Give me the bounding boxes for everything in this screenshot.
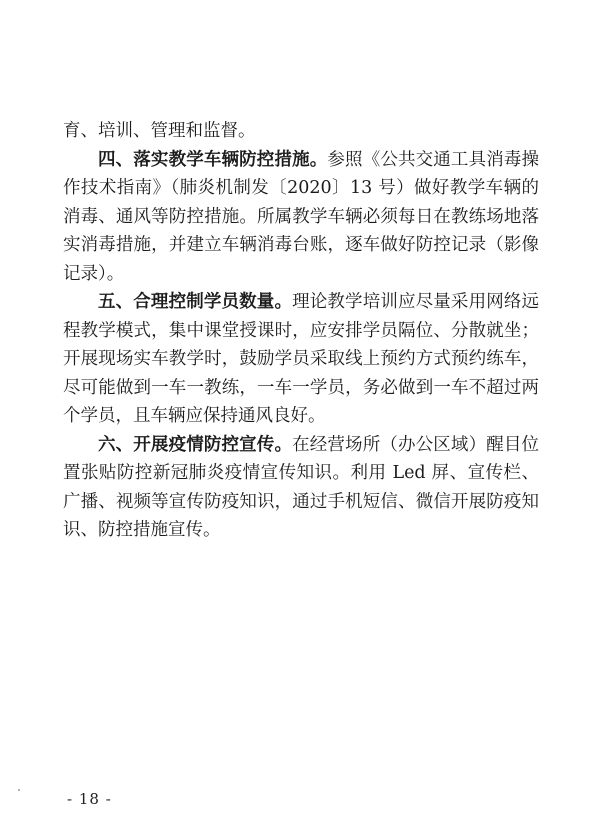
scan-artifact-speck [18,789,20,791]
page-number: - 18 - [67,790,112,808]
paragraph-continuation [63,117,539,146]
paragraph-text: 在经营场所（办公区域）醒目位置张贴防控新冠肺炎疫情宣传知识。利用 Led 屏、宣传栏、广播、视频等宣传防疫知识，通过手机短信、微信开展防疫知识、防控措施宣传。 [63,434,540,540]
paragraph-text: 理论教学培训应尽量采用网络远程教学模式，集中课堂授课时，应安排学员隔位、分散就坐；开展现场实车教学时，鼓励学员采取线上预约方式预约练车，尽可能做到一车一教练，一车一学员，务必做到一车不超过两个学员，且车辆应保持通风良好。 [63,292,540,426]
paragraph-section-6 [63,431,539,545]
paragraph-text: 育、培训、管理和监督。 [63,121,256,141]
paragraph-section-5 [63,288,539,431]
paragraph-section-4 [63,146,539,289]
document-body [63,117,539,545]
paragraph-lead: 四、落实教学车辆防控措施。 [98,149,328,170]
paragraph-lead: 五、合理控制学员数量。 [98,292,293,312]
paragraph-lead: 六、开展疫情防控宣传。 [98,434,293,455]
paragraph-text: 参照《公共交通工具消毒操作技术指南》（肺炎机制发〔2020〕13 号）做好教学车辆的消毒、通风等防控措施。所属教学车辆必须每日在教练场地落实消毒措施，并建立车辆消毒台账，逐车做好防控记录（影像记录）。 [63,149,540,284]
